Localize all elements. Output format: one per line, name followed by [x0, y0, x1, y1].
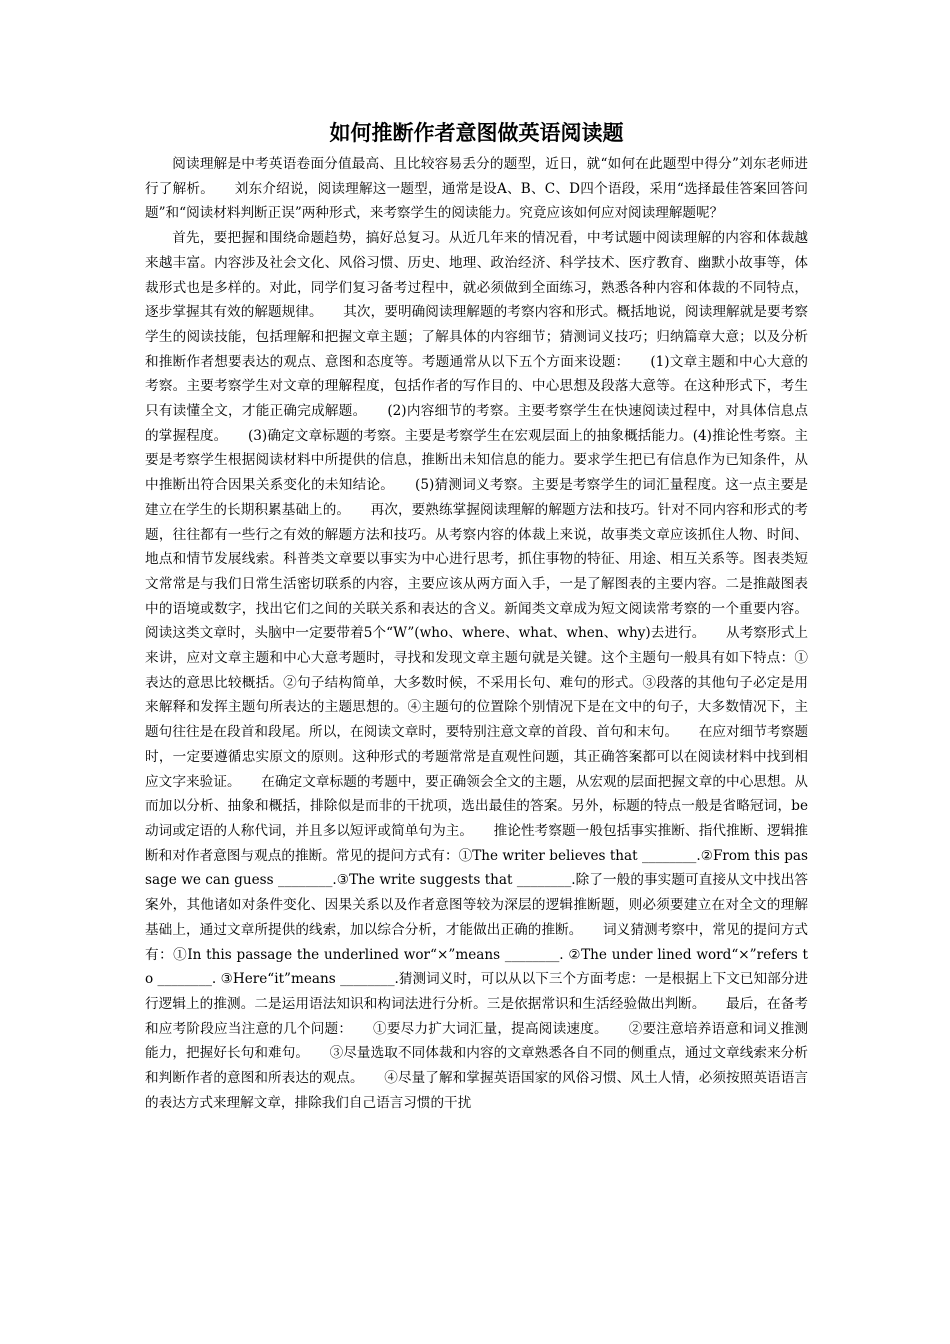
document-title: 如何推断作者意图做英语阅读题	[329, 120, 624, 145]
document-page	[145, 118, 808, 1115]
paragraph-body: 首先，要把握和围绕命题趋势，搞好总复习。从近几年来的情况看，中考试题中阅读理解的内容和体裁越来越丰富。内容涉及社会文化、风俗习惯、历史、地理、政治经济、科学技术、医疗教育、幽默小故事等，体裁形式也是多样的。对此，同学们复习备考过程中，就必须做到全面练习，熟悉各种内容和体裁的不同特点，逐步掌握其有效的解题规律。 其次，要明确阅读理解题的考察内容和形式。概括地说，阅读理解就是要考察学生的阅读技能，包括理解和把握文章主题；了解具体的内容细节；猜测词义技巧；归纳篇章大意；以及分析和推断作者想要表达的观点、意图和态度等。考题通常从以下五个方面来设题： (1)文章主题和中心大意的考察。主要考察学生对文章的理解程度，包括作者的写作目的、中心思想及段落大意等。在这种形式下，考生只有读懂全文，才能正确完成解题。 (2)内容细节的考察。主要考察学生在快速阅读过程中，对具体信息点的掌握程度。 (3)确定文章标题的考察。主要是考察学生在宏观层面上的抽象概括能力。(4)推论性考察。主要是考察学生根据阅读材料中所提供的信息，推断出未知信息的能力。要求学生把已有信息作为已知条件，从中推断出符合因果关系变化的未知结论。 (5)猜测词义考察。主要是考察学生的词汇量程度。这一点主要是建立在学生的长期积累基础上的。 再次，要熟练掌握阅读理解的解题方法和技巧。针对不同内容和形式的考题，往往都有一些行之有效的解题方法和技巧。从考察内容的体裁上来说，故事类文章应该抓住人物、时间、地点和情节发展线索。科普类文章要以事实为中心进行思考，抓住事物的特征、用途、相互关系等。图表类短文常常是与我们日常生活密切联系的内容，主要应该从两方面入手，一是了解图表的主要内容。二是推敲图表中的语境或数字，找出它们之间的关联关系和表达的含义。新闻类文章成为短文阅读常考察的一个重要内容。阅读这类文章时，头脑中一定要带着5个“W”(who、where、what、when、why)去进行。 从考察形式上来讲，应对文章主题和中心大意考题时，寻找和发现文章主题句就是关键。这个主题句一般具有如下特点：①表达的意思比较概括。②句子结构简单，大多数时候，不采用长句、难句的形式。③段落的其他句子必定是用来解释和发挥主题句所表达的主题思想的。④主题句的位置除个别情况下是在文中的句子，大多数情况下，主题句往往是在段首和段尾。所以，在阅读文章时，要特别注意文章的首段、首句和末句。 在应对细节考察题时，一定要遵循忠实原文的原则。这种形式的考题常常是直观性问题，其正确答案都可以在阅读材料中找到相应文字来验证。 在确定文章标题的考题中，要正确领会全文的主题，从宏观的层面把握文章的中心思想。从而加以分析、抽象和概括，排除似是而非的干扰项，选出最佳的答案。另外，标题的特点一般是省略冠词，be动词或定语的人称代词，并且多以短评或简单句为主。 推论性考察题一般包括事实推断、指代推断、逻辑推断和对作者意图与观点的推断。常见的提问方式有：①The writer believes that ________.②From this passage we can guess ________.③The write suggests that ________.除了一般的事实题可直接从文中找出答案外，其他诸如对条件变化、因果关系以及作者意图等较为深层的逻辑推断题，则必须要建立在对全文的理解基础上，通过文章所提供的线索，加以综合分析，才能做出正确的推断。 词义猜测考察中，常见的提问方式有：①In this passage the underlined wor“×”means ________. ②The under lined word“×”refers to ________. ③Here“it”means ________.猜测词义时，可以从以下三个方面考虑：一是根据上下文已知部分进行逻辑上的推测。二是运用语法知识和构词法进行分析。三是依据常识和生活经验做出判断。 最后，在备考和应考阶段应当注意的几个问题： ①要尽力扩大词汇量，提高阅读速度。 ②要注意培养语意和词义推测能力，把握好长句和难句。 ③尽量选取不同体裁和内容的文章熟悉各自不同的侧重点，通过文章线索来分析和判断作者的意图和所表达的观点。 ④尽量了解和掌握英语国家的风俗习惯、风土人情，必须按照英语语言的表达方式来理解文章，排除我们自己语言习惯的干扰	[145, 230, 808, 1111]
paragraph-intro: 阅读理解是中考英语卷面分值最高、且比较容易丢分的题型，近日，就“如何在此题型中得分”刘东老师进行了解析。 刘东介绍说，阅读理解这一题型，通常是设A、B、C、D四个语段，采用“选择最佳答案回答问题”和“阅读材料判断正误”两种形式，来考察学生的阅读能力。究竟应该如何应对阅读理解题呢？	[145, 156, 808, 222]
